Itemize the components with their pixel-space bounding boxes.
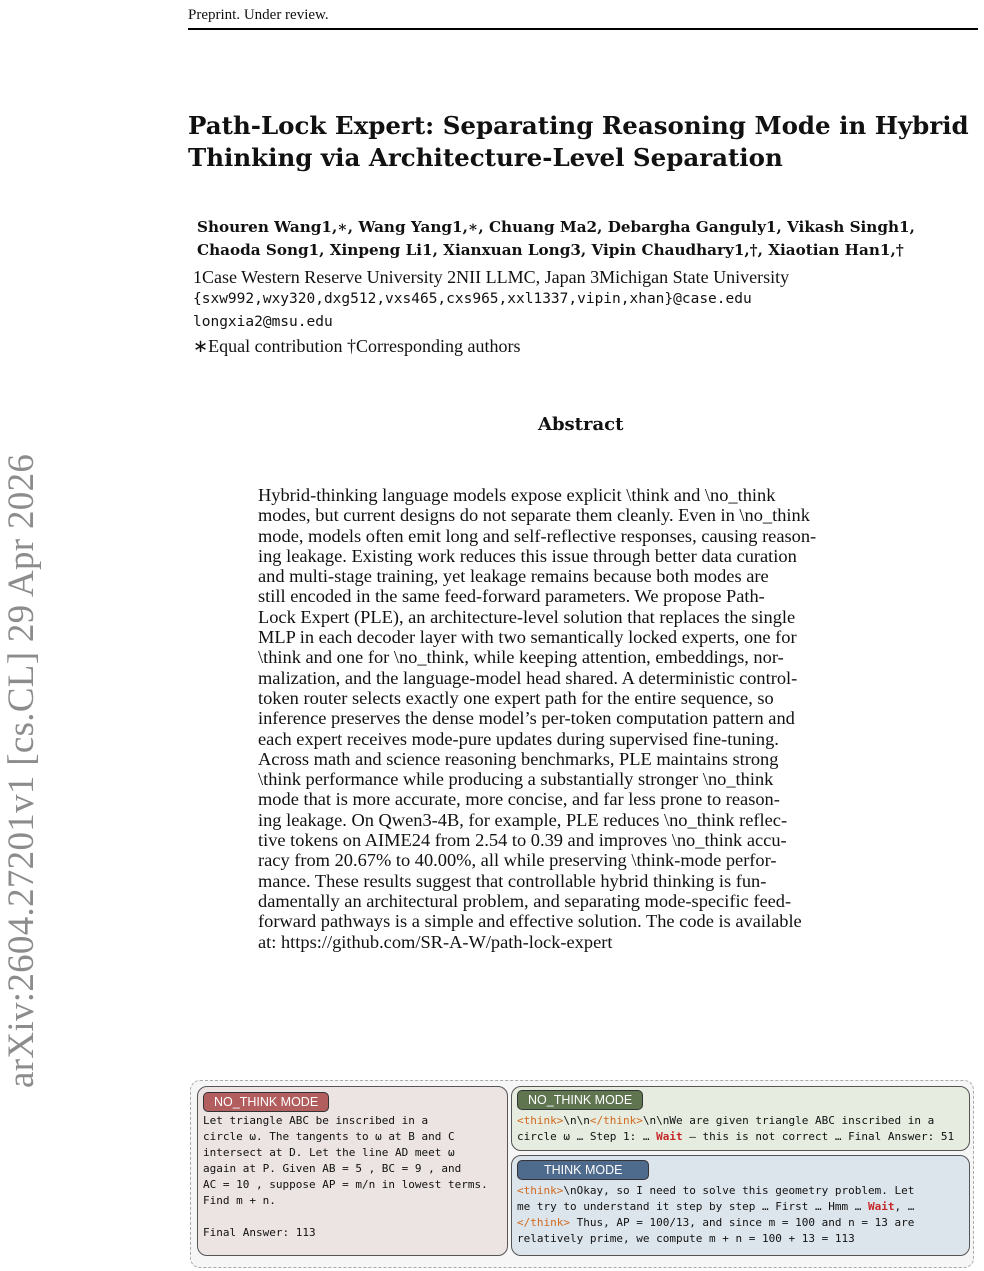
abstract-line: each expert receives mode-pure updates during supervised fine-tuning. — [258, 728, 779, 749]
affiliations: 1Case Western Reserve University 2NII LLMC, Japan 3Michigan State University — [193, 267, 790, 287]
question-line: Final Answer: 113 — [203, 1226, 316, 1239]
abstract-line: at: https://github.com/SR-A-W/path-lock-expert — [258, 931, 613, 952]
abstract-line: ing leakage. Existing work reduces this issue through better data curation — [258, 545, 797, 566]
abstract-line: mode that is more accurate, more concise, and far less prone to reason- — [258, 789, 780, 810]
think-response-line: </think> Thus, AP = 100/13, and since m = 100 and n = 13 are — [517, 1216, 915, 1229]
author-line-2: Chaoda Song1, Xinpeng Li1, Xianxuan Long3, Vipin Chaudhary1,†, Xiaotian Han1,† — [197, 241, 904, 259]
paper-title-line-1: Path-Lock Expert: Separating Reasoning Mode in Hybrid — [188, 111, 969, 140]
no-think-response-line: circle ω … Step 1: … Wait — this is not correct … Final Answer: 51 — [517, 1130, 955, 1143]
arxiv-stamp: arXiv:2604.27201v1 [cs.CL] 29 Apr 2026 — [1, 453, 42, 1088]
abstract-line: \think performance while producing a substantially stronger \no_think — [258, 769, 774, 790]
author-line-1: Shouren Wang1,∗, Wang Yang1,∗, Chuang Ma2, Debargha Ganguly1, Vikash Singh1, — [197, 218, 915, 236]
abstract-line: still encoded in the same feed-forward parameters. We propose Path- — [258, 586, 765, 607]
running-header: Preprint. Under review. — [188, 7, 329, 23]
think-response-line: relatively prime, we compute m + n = 100 + 13 = 113 — [517, 1232, 855, 1245]
think-response — [517, 1183, 914, 1247]
abstract-body — [258, 485, 910, 952]
abstract-line: Across math and science reasoning benchmarks, PLE maintains strong — [258, 748, 779, 769]
abstract-line: Lock Expert (PLE), an architecture-level solution that replaces the single — [258, 606, 796, 627]
abstract-line: forward pathways is a simple and effective solution. The code is available — [258, 911, 802, 932]
question-line: again at P. Given AB = 5 , BC = 9 , and — [203, 1162, 462, 1175]
think-response-line: me try to understand it step by step … First … Hmm … Wait, … — [517, 1200, 915, 1213]
abstract-heading: Abstract — [538, 414, 624, 435]
question-line: Let triangle ABC be inscribed in a — [203, 1114, 429, 1127]
no-think-response-line: <think>\n\n</think>\n\nWe are given triangle ABC inscribed in a — [517, 1114, 935, 1127]
abstract-line: damentally an architectural problem, and separating mode-specific feed- — [258, 890, 792, 911]
email-line-2: longxia2@msu.edu — [193, 314, 333, 330]
question-mode-badge: NO_THINK MODE — [203, 1092, 329, 1112]
contribution-note: ∗Equal contribution †Corresponding authors — [193, 336, 521, 356]
abstract-line: inference preserves the dense model’s per-token computation pattern and — [258, 708, 795, 729]
abstract-line: token router selects exactly one expert path for the entire sequence, so — [258, 687, 774, 708]
abstract-line: racy from 20.67% to 40.00%, all while preserving \think-mode perfor- — [258, 850, 777, 871]
abstract-line: tive tokens on AIME24 from 2.54 to 0.39 and improves \no_think accu- — [258, 830, 787, 851]
abstract-line: and multi-stage training, yet leakage remains because both modes are — [258, 566, 769, 587]
question-line: AC = 10 , suppose AP = m/n in lowest terms. — [203, 1178, 488, 1191]
question-line — [203, 1209, 488, 1225]
header-rule — [188, 28, 978, 30]
think-response-line: <think>\nOkay, so I need to solve this geometry problem. Let — [517, 1184, 915, 1197]
no-think-response — [517, 1113, 954, 1145]
abstract-line: Hybrid-thinking language models expose explicit \think and \no_think — [258, 485, 776, 505]
question-line: Find m + n. — [203, 1194, 276, 1207]
abstract-line: mance. These results suggest that controllable hybrid thinking is fun- — [258, 870, 767, 891]
paper-title — [188, 110, 984, 174]
question-line: intersect at D. Let the line AD meet ω — [203, 1146, 455, 1159]
author-list — [197, 216, 967, 262]
abstract-line: MLP in each decoder layer with two semantically locked experts, one for — [258, 627, 797, 648]
abstract-line: mode, models often emit long and self-reflective responses, causing reason- — [258, 525, 817, 546]
abstract-line: modes, but current designs do not separate them cleanly. Even in \no_think — [258, 505, 810, 526]
abstract-line: ing leakage. On Qwen3-4B, for example, PLE reduces \no_think reflec- — [258, 809, 788, 830]
paper-title-line-2: Thinking via Architecture-Level Separation — [188, 143, 783, 172]
think-mode-badge: THINK MODE — [517, 1160, 649, 1180]
question-text — [203, 1113, 488, 1241]
question-line: circle ω. The tangents to ω at B and C — [203, 1130, 455, 1143]
no-think-mode-badge: NO_THINK MODE — [517, 1090, 643, 1110]
email-line-1: {sxw992,wxy320,dxg512,vxs465,cxs965,xxl1337,vipin,xhan}@case.edu — [193, 291, 752, 307]
abstract-line: malization, and the language-model head shared. A deterministic control- — [258, 667, 798, 688]
abstract-line: \think and one for \no_think, while keeping attention, embeddings, nor- — [258, 647, 784, 668]
